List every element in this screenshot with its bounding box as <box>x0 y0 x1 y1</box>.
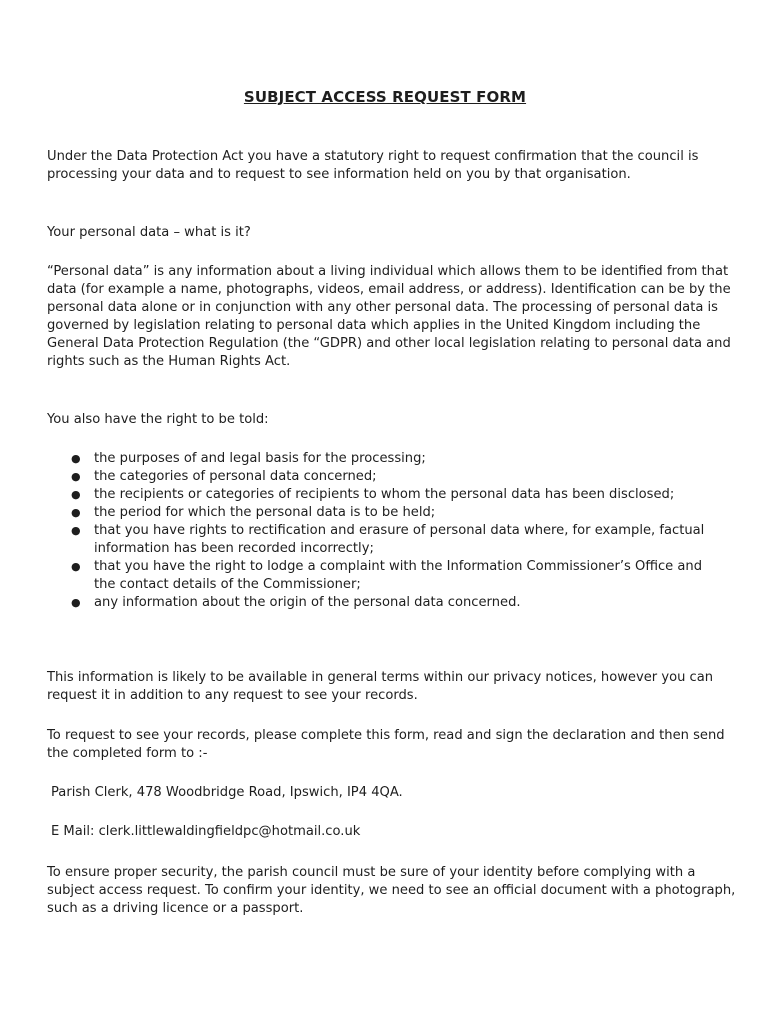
security-note: To ensure proper security, the parish council must be sure of your identity before complying with a subject access request. To confirm your identity, we need to see an official document with a photograph, such as a driving licence or a passport. <box>47 865 736 916</box>
bullet-icon: ● <box>71 560 81 573</box>
list-item-text: the period for which the personal data is to be held; <box>94 505 436 520</box>
page-title: SUBJECT ACCESS REQUEST FORM <box>243 88 527 106</box>
list-item-text: any information about the origin of the personal data concerned. <box>94 595 521 610</box>
email-address: E Mail: clerk.littlewaldingfieldpc@hotmail.co.uk <box>51 824 361 839</box>
list-item-text: the recipients or categories of recipients to whom the personal data has been disclosed; <box>94 487 675 502</box>
bullet-icon: ● <box>71 506 81 519</box>
list-item-text: the categories of personal data concerned; <box>94 469 377 484</box>
list-item <box>47 558 727 594</box>
list-item <box>47 468 727 486</box>
bullet-icon: ● <box>71 524 81 537</box>
rights-list <box>47 450 727 612</box>
bullet-icon: ● <box>71 488 81 501</box>
intro-paragraph: Under the Data Protection Act you have a statutory right to request confirmation that the council is processing your data and to request to see information held on you by that organisation. <box>47 149 699 182</box>
postal-address: Parish Clerk, 478 Woodbridge Road, Ipswich, IP4 4QA. <box>51 785 403 800</box>
bullet-icon: ● <box>71 470 81 483</box>
bullet-icon: ● <box>71 452 81 465</box>
rights-intro: You also have the right to be told: <box>47 412 269 427</box>
list-item-text: that you have the right to lodge a complaint with the Information Commissioner’s Office and the contact details of the Commissioner; <box>94 559 703 592</box>
list-item <box>47 486 727 504</box>
list-item <box>47 450 727 468</box>
bullet-icon: ● <box>71 596 81 609</box>
personal-data-definition: “Personal data” is any information about a living individual which allows them to be identified from that data (for example a name, photographs, videos, email address, or address). Identification can be by the personal data alone or in conjunction with any other personal data. The processing of personal data is governed by legislation relating to personal data which applies in the United Kingdom including the General Data Protection Regulation (the “GDPR) and other local legislation relating to personal data and rights such as the Human Rights Act. <box>47 264 731 369</box>
list-item-text: the purposes of and legal basis for the processing; <box>94 451 426 466</box>
privacy-note: This information is likely to be available in general terms within our privacy notices, however you can request it in addition to any request to see your records. <box>47 670 714 703</box>
list-item <box>47 504 727 522</box>
list-item <box>47 522 727 558</box>
personal-data-heading: Your personal data – what is it? <box>47 225 251 240</box>
list-item <box>47 594 727 612</box>
list-item-text: that you have rights to rectification and erasure of personal data where, for example, factual information has been recorded incorrectly; <box>94 523 705 556</box>
instructions-paragraph: To request to see your records, please complete this form, read and sign the declaration and then send the completed form to :- <box>47 728 725 761</box>
